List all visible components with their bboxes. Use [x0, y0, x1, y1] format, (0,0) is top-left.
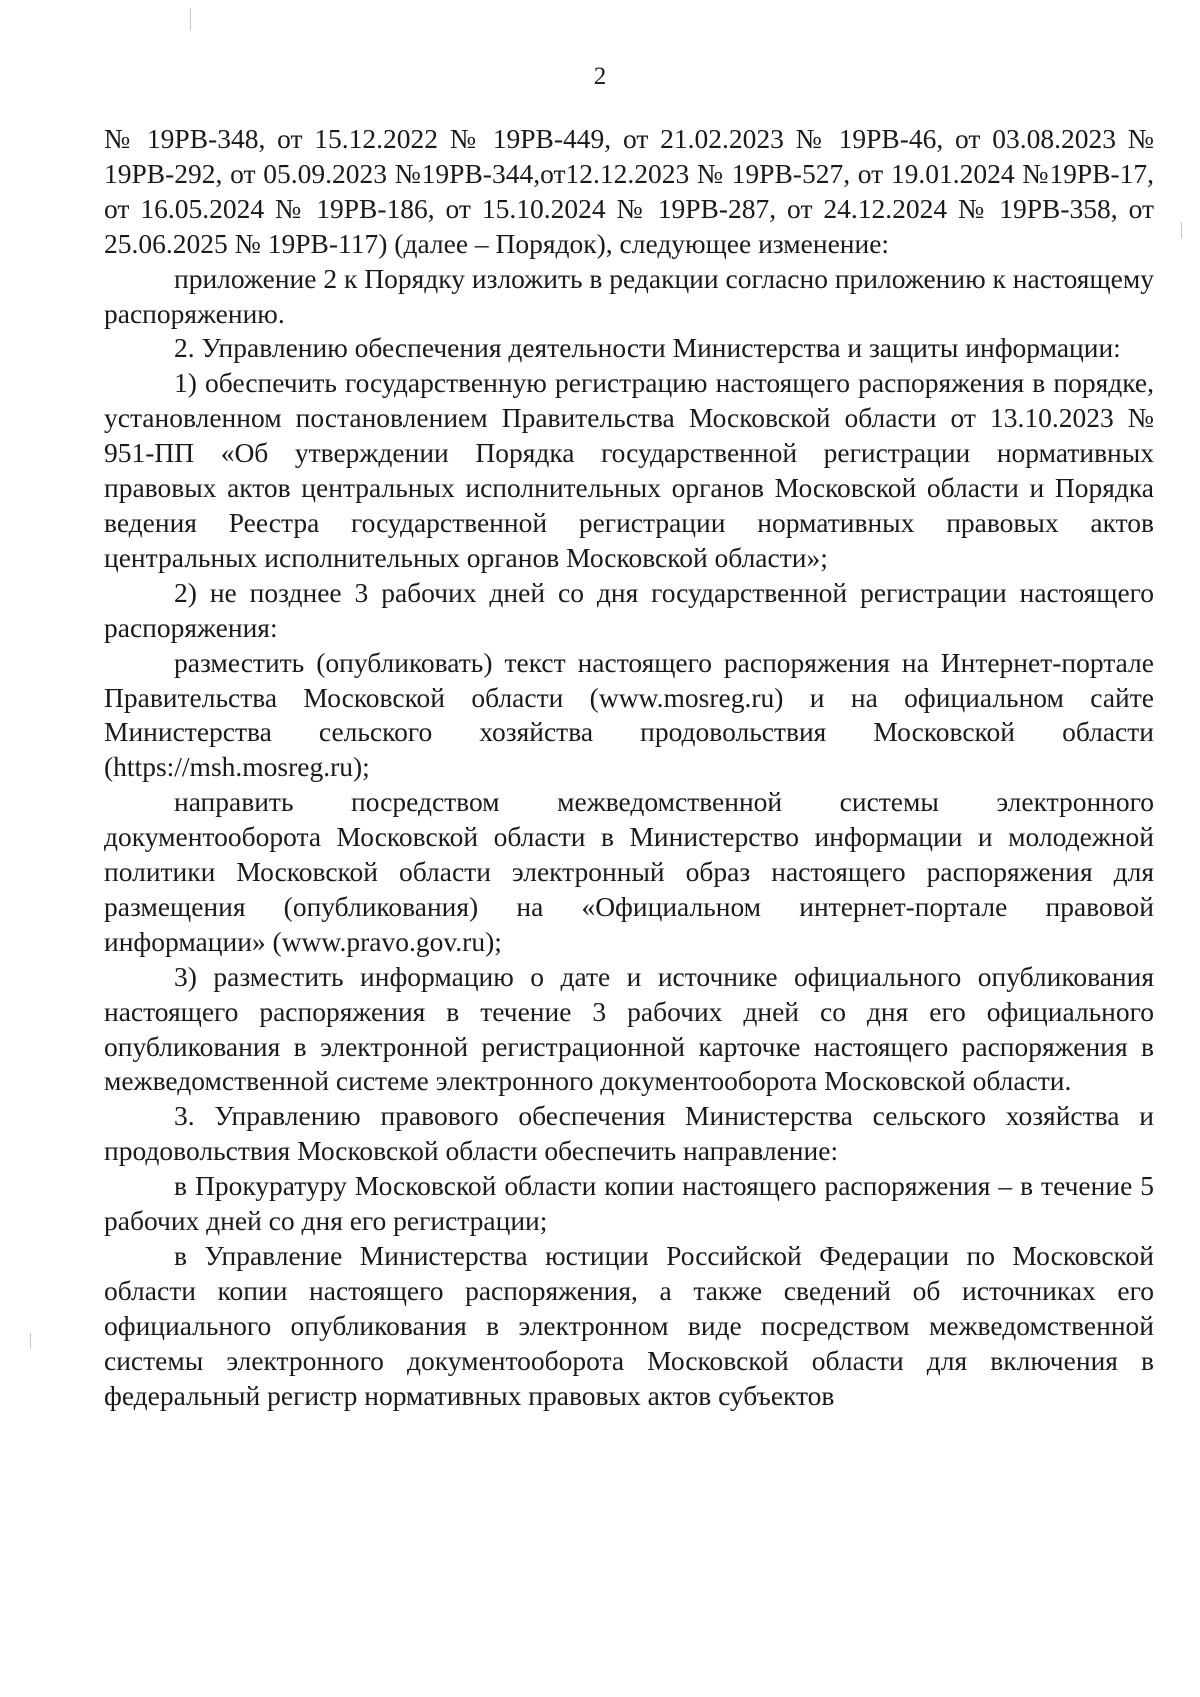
paragraph-send-ministry: направить посредством межведомственной системы электронного документооборота Московской области в Министерство информации и молодежной политики Московской области электронный образ настоящего распоряжения для размещения (опубликования) на «Официальном интернет-портале правовой информации» (www.pravo.gov.ru); [104, 786, 1154, 957]
paragraph-item-3: 3. Управлению правового обеспечения Министерства сельского хозяйства и продовольствия Московской области обеспечить направление: [104, 1100, 1154, 1167]
scan-artifact [1181, 222, 1182, 238]
paragraph-amendment-list: № 19РВ-348, от 15.12.2022 № 19РВ-449, от 21.02.2023 № 19РВ-46, от 03.08.2023 № 19РВ-292, от 05.09.2023 №19РВ-344,от12.12.2023 № 19РВ-527, от 19.01.2024 №19РВ-17, от 16.05.2024 № 19РВ-186, от 15.10.2024 № 19РВ-287, от 24.12.2024 № 19РВ-358, от 25.06.2025 № 19РВ-117) (далее – Порядок), следующее изменение: [104, 123, 1154, 259]
paragraph-item-2: 2. Управлению обеспечения деятельности Министерства и защиты информации: [174, 332, 1121, 364]
paragraph-subitem-3: 3) разместить информацию о дате и источнике официального опубликования настоящего распоряжения в течение 3 рабочих дней со дня его официального опубликования в электронной регистрационной карточке настоящего распоряжения в межведомственной системе электронного документооборота Московской области. [104, 960, 1154, 1097]
paragraph-publish-portal: разместить (опубликовать) текст настоящего распоряжения на Интернет-портале Правительства Московской области (www.mosreg.ru) и на официальном сайте Министерства сельского хозяйства продовольствия Московской области (https://msh.mosreg.ru); [104, 646, 1154, 783]
paragraph-subitem-1: 1) обеспечить государственную регистрацию настоящего распоряжения в порядке, установленном постановлением Правительства Московской области от 13.10.2023 № 951-ПП «Об утверждении Порядка государственной регистрации нормативных правовых актов центральных исполнительных органов Московской области и Порядка ведения Реестра государственной регистрации нормативных правовых актов центральных исполнительных органов Московской области»; [104, 367, 1154, 573]
paragraph-justice-ministry: в Управление Министерства юстиции Российской Федерации по Московской области копии настоящего распоряжения, а также сведений об источниках его официального опубликования в электронном виде посредством межведомственной системы электронного документооборота Московской области для включения в федеральный регистр нормативных правовых актов субъектов [104, 1240, 1154, 1411]
paragraph-appendix-change: приложение 2 к Порядку изложить в редакции согласно приложению к настоящему распоряжению. [104, 262, 1154, 329]
scan-artifact [190, 8, 191, 30]
document-body [104, 122, 1154, 1414]
paragraph-prosecutor: в Прокуратуру Московской области копии настоящего распоряжения – в течение 5 рабочих дней со дня его регистрации; [104, 1170, 1154, 1237]
paragraph-subitem-2: 2) не позднее 3 рабочих дней со дня государственной регистрации настоящего распоряжения: [104, 576, 1154, 643]
page-number: 2 [593, 63, 607, 90]
scan-artifact [30, 1333, 31, 1349]
